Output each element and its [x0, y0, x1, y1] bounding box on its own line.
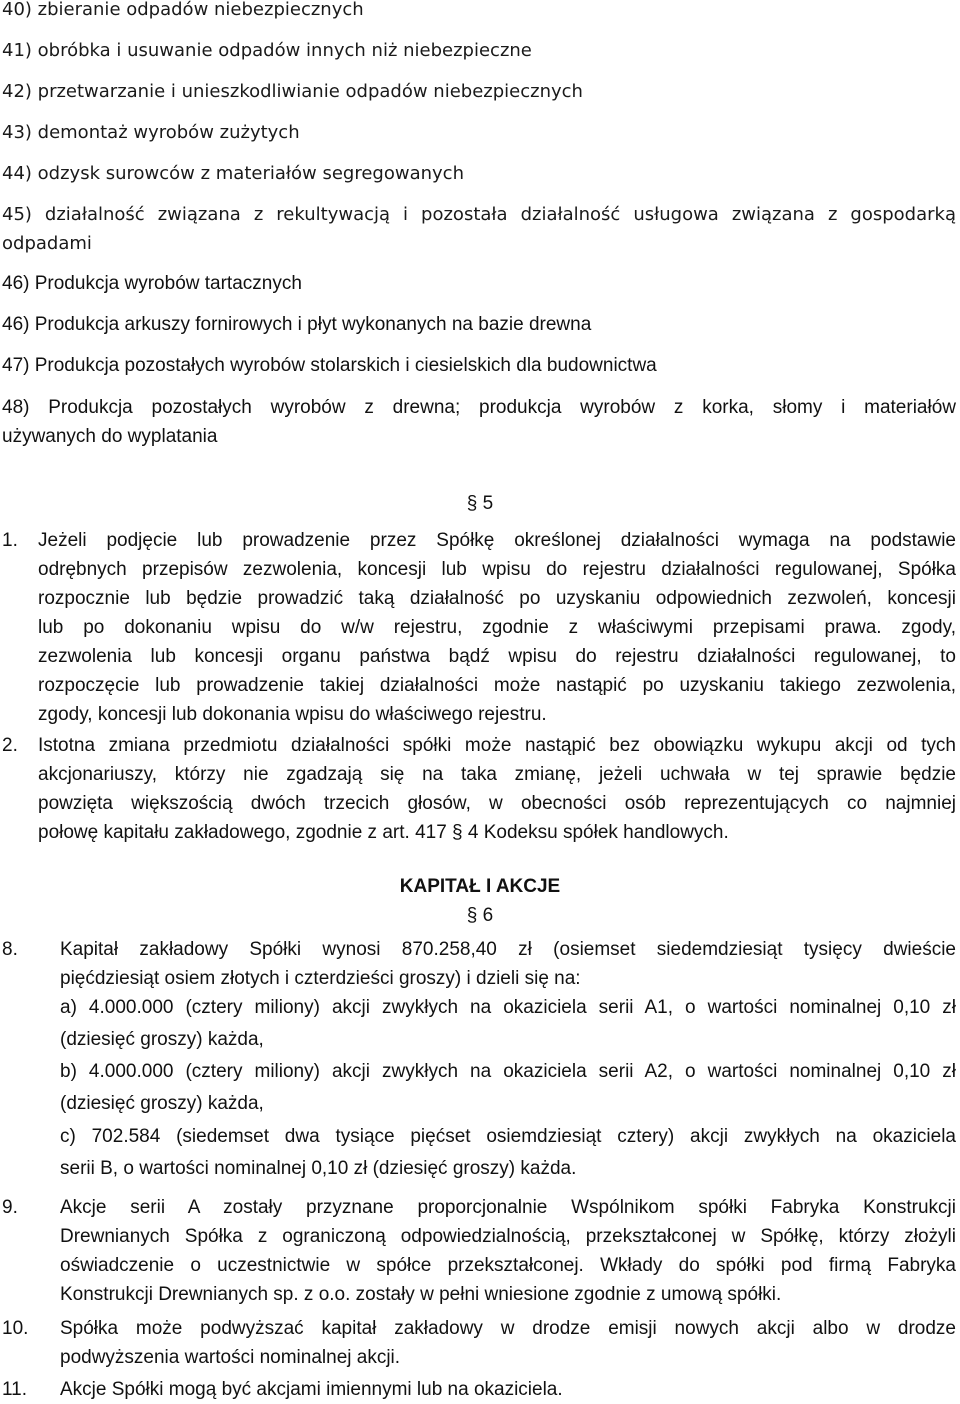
paragraph-1-line: Jeżeli podjęcie lub prowadzenie przez Spółkę określonej działalności wymaga na podstawie [38, 530, 956, 551]
paragraph-8-line: Kapitał zakładowy Spółki wynosi 870.258,40 zł (osiemset siedemdziesiąt tysięcy dwieście [60, 939, 956, 960]
share-series-b-line: serii B, o wartości nominalnej 0,10 zł (dziesięć groszy) każda. [60, 1158, 577, 1179]
paragraph-11-number: 11. [2, 1379, 28, 1400]
share-series-a1-line: (dziesięć groszy) każda, [60, 1029, 264, 1050]
paragraph-2-line: akcjonariuszy, którzy nie zgadzają się na taka zmianę, jeżeli uchwała w tej sprawie będzie [38, 764, 956, 785]
list-item-41: 41) obróbka i usuwanie odpadów innych niż niebezpieczne [2, 40, 532, 61]
share-series-a1 [60, 993, 956, 1057]
paragraph-1-line: rozpoczęcie lub prowadzenie takiej działalności może nastąpić po uzyskaniu takiego zezwolenia, [38, 675, 956, 696]
list-item-40: 40) zbieranie odpadów niebezpiecznych [2, 0, 364, 20]
paragraph-1-line: zgody, koncesji lub dokonania wpisu do właściwego rejestru. [38, 704, 547, 725]
section-5-heading: § 5 [466, 493, 494, 514]
paragraph-9 [60, 1193, 956, 1309]
capital-section-title: KAPITAŁ I AKCJE [399, 876, 561, 897]
list-item-48 [2, 393, 956, 451]
list-item-46a: 46) Produkcja wyrobów tartacznych [2, 273, 302, 294]
paragraph-1-line: odrębnych przepisów zezwolenia, koncesji lub wpisu do rejestru działalności regulowanej, Spółka [38, 559, 956, 580]
list-item-45-line-2: odpadami [2, 233, 92, 254]
paragraph-8-number: 8. [2, 939, 18, 960]
share-series-a1-line: a) 4.000.000 (cztery miliony) akcji zwykłych na okaziciela serii A1, o wartości nominalnej 0,10 zł [60, 997, 956, 1018]
paragraph-2-line: powzięta większością dwóch trzecich głosów, w obecności osób reprezentujących co najmniej [38, 793, 956, 814]
list-item-46b: 46) Produkcja arkuszy fornirowych i płyt wykonanych na bazie drewna [2, 314, 592, 335]
paragraph-9-line: oświadczenie o uczestnictwie w spółce przekształconej. Wkłady do spółki pod firmą Fabryka [60, 1255, 956, 1276]
paragraph-10-line: Spółka może podwyższać kapitał zakładowy w drodze emisji nowych akcji albo w drodze [60, 1318, 956, 1339]
share-series-a2-line: b) 4.000.000 (cztery miliony) akcji zwykłych na okaziciela serii A2, o wartości nominalnej 0,10 zł [60, 1061, 956, 1082]
list-item-42: 42) przetwarzanie i unieszkodliwianie odpadów niebezpiecznych [2, 81, 583, 102]
share-series-a2 [60, 1057, 956, 1121]
share-series-b-line: c) 702.584 (siedemset dwa tysiące pięćset osiemdziesiąt cztery) akcji zwykłych na okaziciela [60, 1126, 956, 1147]
paragraph-2-number: 2. [2, 735, 18, 756]
list-item-45-line-1: 45) działalność związana z rekultywacją i pozostała działalność usługowa związana z gospodarką [2, 204, 956, 225]
list-item-47: 47) Produkcja pozostałych wyrobów stolarskich i ciesielskich dla budownictwa [2, 355, 657, 376]
paragraph-9-line: Akcje serii A zostały przyznane proporcjonalnie Wspólnikom spółki Fabryka Konstrukcji [60, 1197, 956, 1218]
paragraph-11 [60, 1375, 956, 1404]
share-series-a2-line: (dziesięć groszy) każda, [60, 1093, 264, 1114]
list-item-48-line-2: używanych do wyplatania [2, 426, 218, 447]
paragraph-1-line: rozpocznie lub będzie prowadzić taką działalność po uzyskaniu odpowiednich zezwoleń, koncesji [38, 588, 956, 609]
paragraph-9-line: Drewnianych Spółka z ograniczoną odpowiedzialnością, przekształconej w Spółkę, którzy złożyli [60, 1226, 956, 1247]
section-6-heading: § 6 [466, 905, 494, 926]
paragraph-1-line: lub po dokonaniu wpisu do w/w rejestru, zgodnie z właściwymi przepisami prawa. zgody, [38, 617, 956, 638]
paragraph-8-line: pięćdziesiąt osiem złotych i czterdzieści groszy) i dzieli się na: [60, 968, 581, 989]
paragraph-9-line: Konstrukcji Drewnianych sp. z o.o. zostały w pełni wniesione zgodnie z umową spółki. [60, 1284, 782, 1305]
paragraph-2 [38, 731, 956, 847]
list-item-44: 44) odzysk surowców z materiałów segregowanych [2, 163, 464, 184]
paragraph-10-number: 10. [2, 1318, 29, 1339]
paragraph-11-line: Akcje Spółki mogą być akcjami imiennymi lub na okaziciela. [60, 1379, 563, 1400]
paragraph-2-line: Istotna zmiana przedmiotu działalności spółki może nastąpić bez obowiązku wykupu akcji od tych [38, 735, 956, 756]
paragraph-2-line: połowę kapitału zakładowego, zgodnie z art. 417 § 4 Kodeksu spółek handlowych. [38, 822, 729, 843]
paragraph-8 [60, 935, 956, 993]
paragraph-9-number: 9. [2, 1197, 18, 1218]
paragraph-10-line: podwyższenia wartości nominalnej akcji. [60, 1347, 401, 1368]
paragraph-1-number: 1. [2, 530, 18, 551]
share-series-b [60, 1122, 956, 1186]
list-item-48-line-1: 48) Produkcja pozostałych wyrobów z drewna; produkcja wyrobów z korka, słomy i materiałów [2, 397, 956, 418]
paragraph-1 [38, 526, 956, 729]
paragraph-10 [60, 1314, 956, 1372]
paragraph-1-line: zezwolenia lub koncesji organu państwa bądź wpisu do rejestru działalności regulowanej, to [38, 646, 956, 667]
list-item-43: 43) demontaż wyrobów zużytych [2, 122, 300, 143]
list-item-45 [2, 200, 956, 258]
